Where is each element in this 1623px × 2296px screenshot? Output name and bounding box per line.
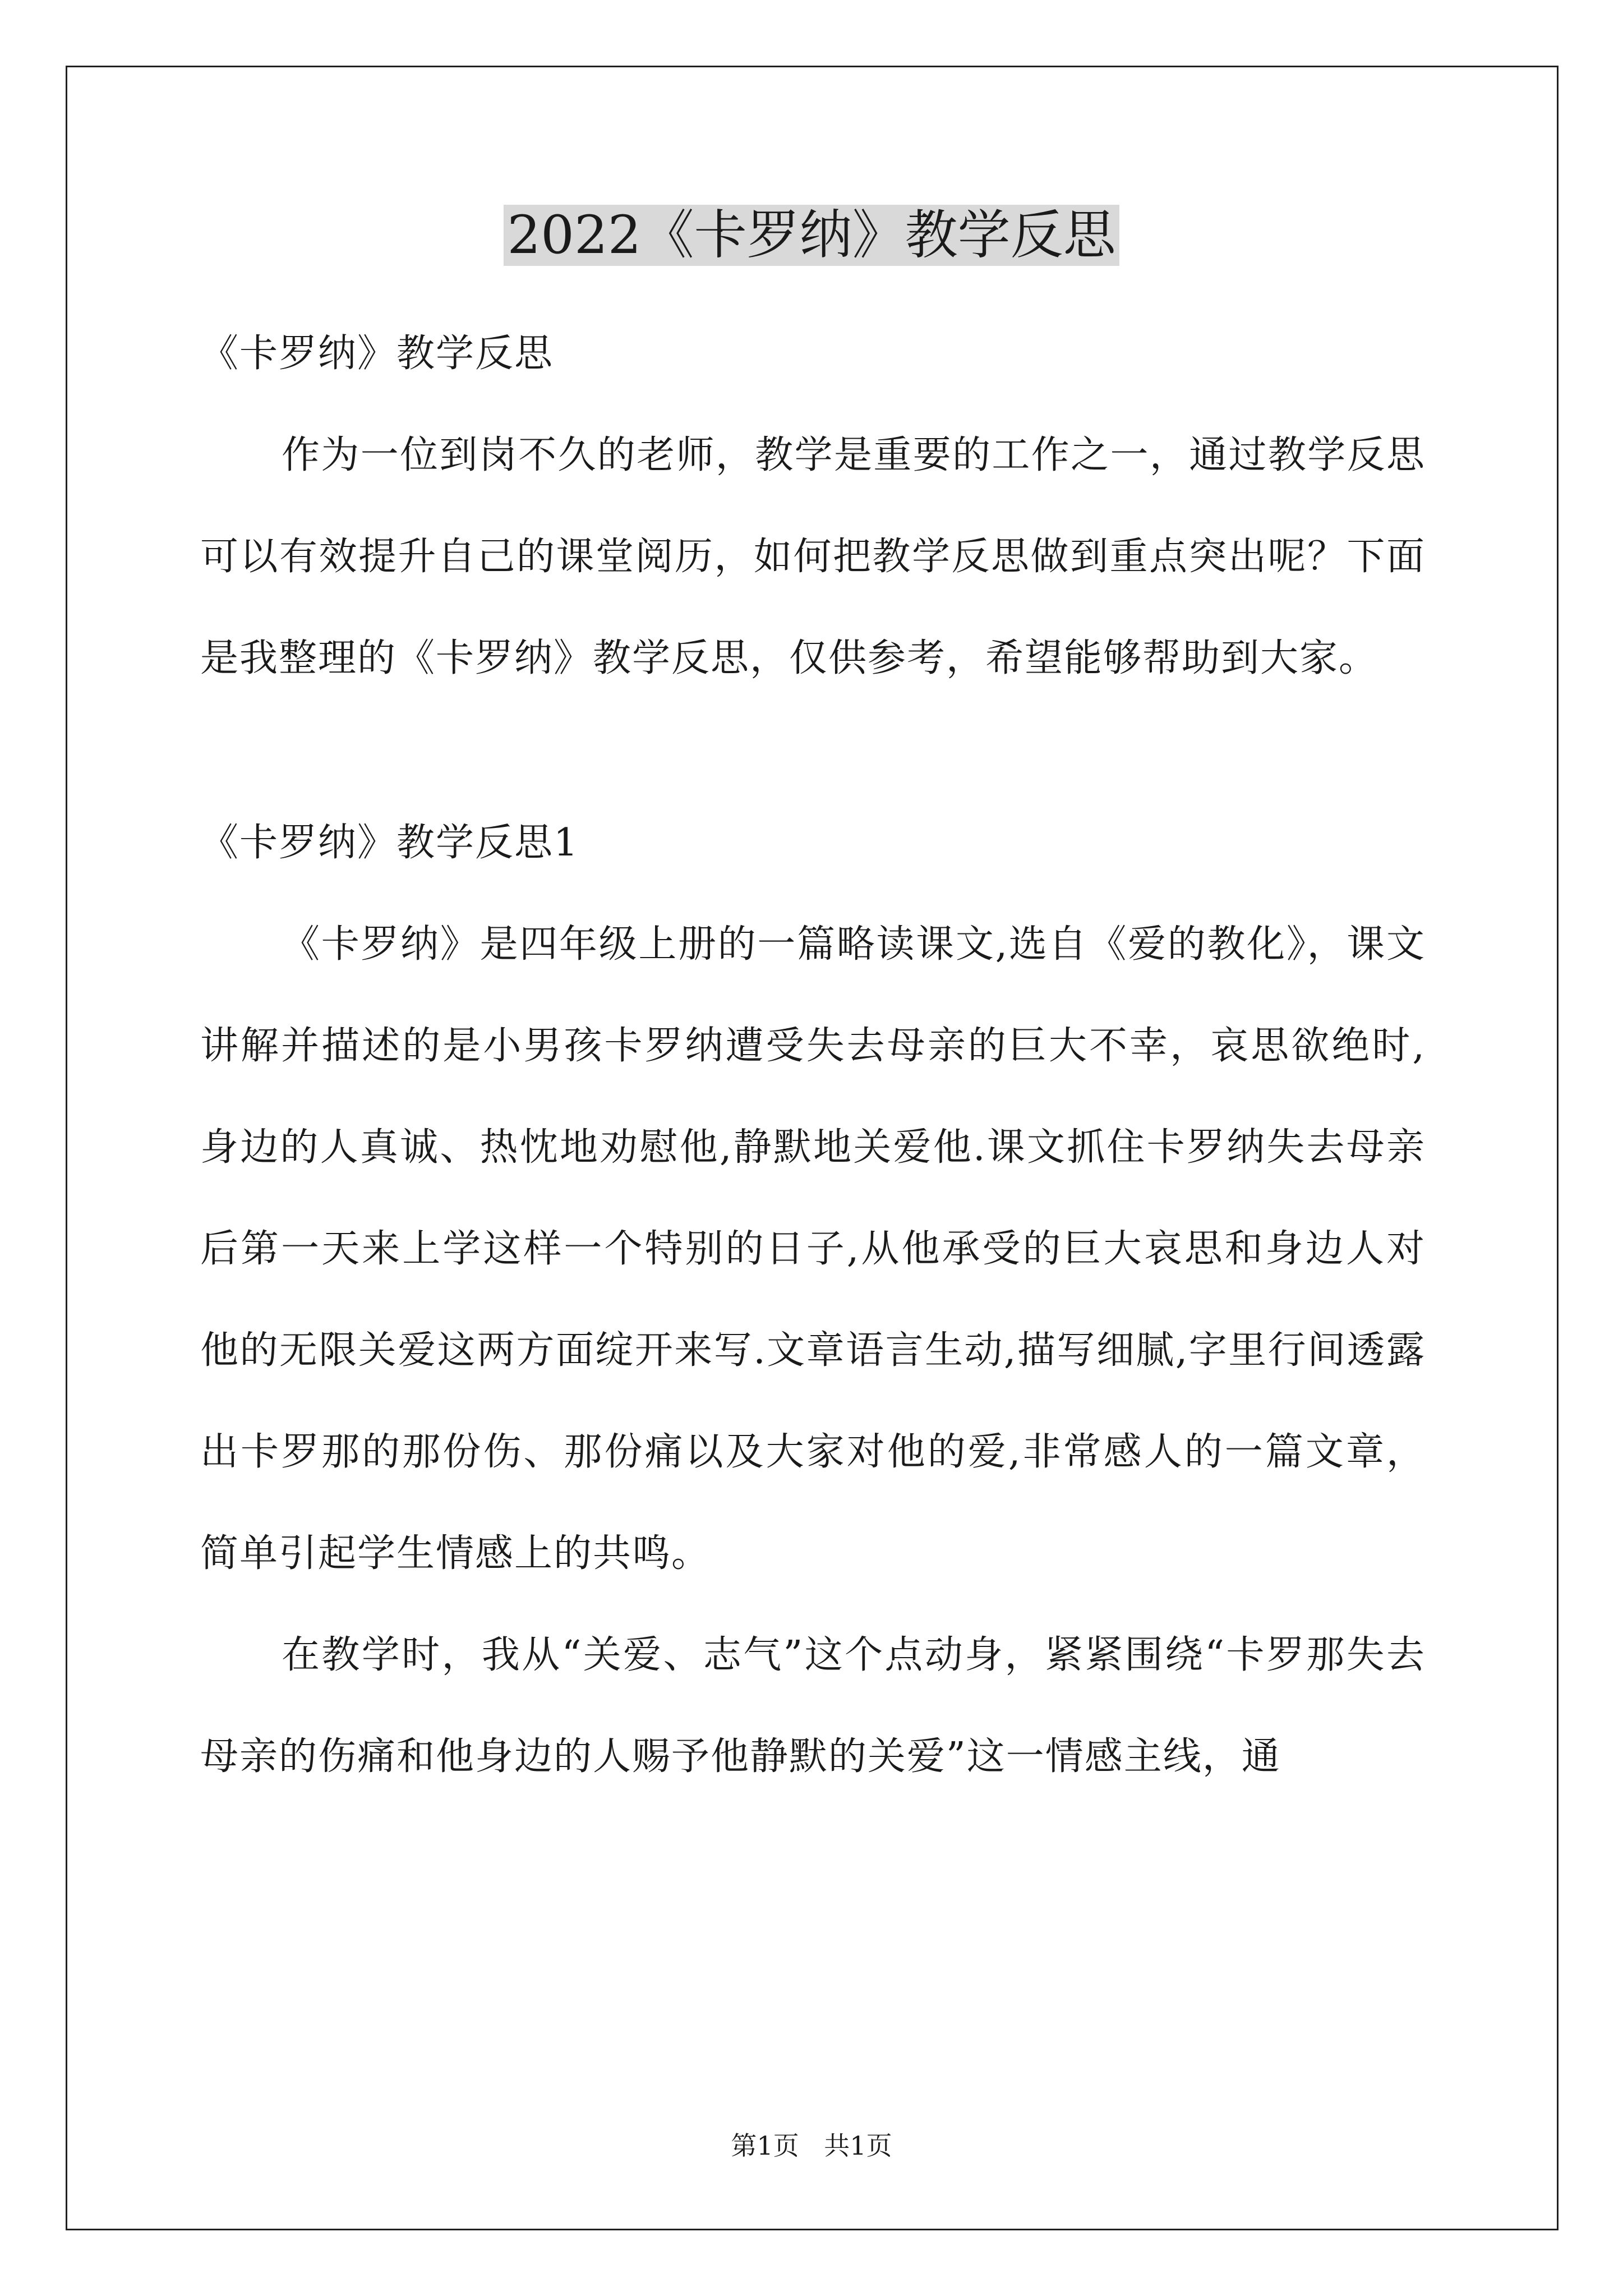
body-paragraph-2: 在教学时，我从“关爱、志气”这个点动身，紧紧围绕“卡罗那失去母亲的伤痛和他身边的人赐予他静默的关爱”这一情感主线，通 [200, 1633, 1426, 1779]
document-title: 2022《卡罗纳》教学反思 [504, 205, 1119, 266]
page-footer: 第1页 共1页 [731, 2131, 892, 2161]
section-heading: 《卡罗纳》教学反思1 [200, 821, 579, 865]
intro-paragraph: 作为一位到岗不久的老师，教学是重要的工作之一，通过教学反思可以有效提升自己的课堂阅历，如何把教学反思做到重点突出呢？下面是我整理的《卡罗纳》教学反思，仅供参考，希望能够帮助到大家。 [200, 433, 1426, 680]
subtitle: 《卡罗纳》教学反思 [200, 332, 554, 376]
document-title-wrapper [0, 196, 1623, 275]
document-body [200, 303, 1426, 1807]
body-paragraph-1: 《卡罗纳》是四年级上册的一篇略读课文,选自《爱的教化》，课文讲解并描述的是小男孩卡罗纳遭受失去母亲的巨大不幸，哀思欲绝时,身边的人真诚、热忱地劝慰他,静默地关爱他.课文抓住卡罗纳失去母亲后第一天来上学这样一个特别的日子,从他承受的巨大哀思和身边人对他的无限关爱这两方面绽开来写.文章语言生动,描写细腻,字里行间透露出卡罗那的那份伤、那份痛以及大家对他的爱,非常感人的一篇文章，简单引起学生情感上的共鸣。 [200, 922, 1426, 1576]
